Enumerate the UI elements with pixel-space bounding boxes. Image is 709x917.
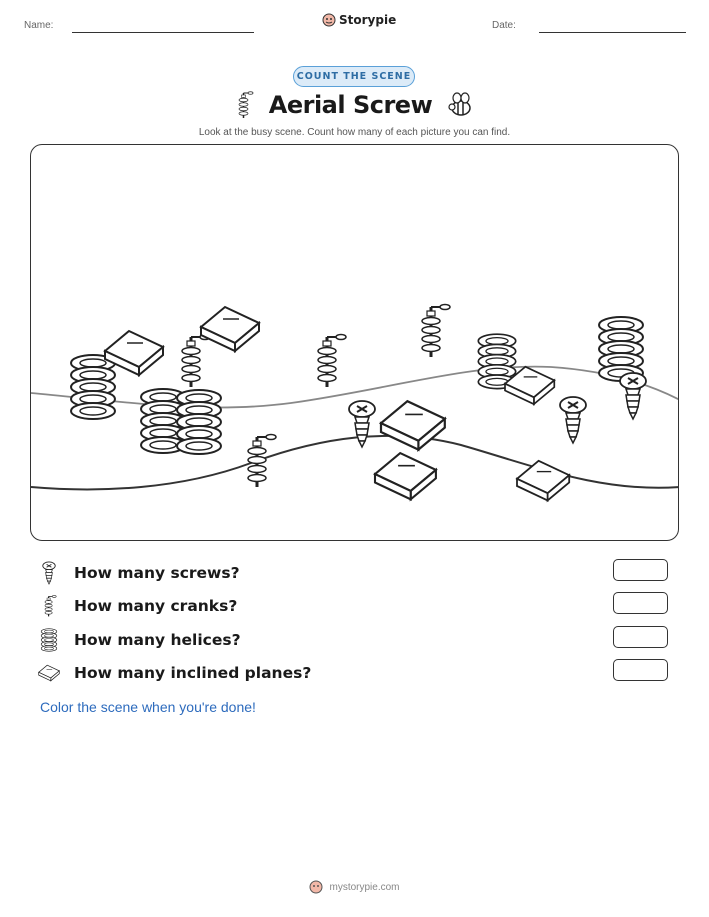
date-line[interactable] <box>539 32 686 33</box>
answer-box-helices[interactable] <box>613 626 668 648</box>
helix-3 <box>177 390 221 454</box>
crank-2 <box>318 335 346 388</box>
helix-1 <box>71 355 115 419</box>
footer <box>0 880 709 894</box>
inclined-plane-2 <box>201 307 259 351</box>
inclined-plane-icon <box>38 663 60 683</box>
crank-icon <box>233 90 255 120</box>
inclined-plane-1 <box>105 331 163 375</box>
name-label: Name: <box>24 20 54 31</box>
helix-icon <box>39 628 59 652</box>
page-title: Aerial Screw <box>268 91 433 119</box>
helix-5 <box>599 317 643 381</box>
crank-1 <box>182 335 210 388</box>
question-inclined-planes <box>38 661 311 685</box>
question-text: How many inclined planes? <box>74 664 312 682</box>
busy-scene <box>30 144 679 541</box>
question-helices <box>38 628 241 652</box>
brand-name: Storypie <box>339 13 397 27</box>
question-text: How many cranks? <box>74 597 238 615</box>
answer-box-inclined-planes[interactable] <box>613 659 668 681</box>
screw-2 <box>560 397 586 443</box>
screw-1 <box>349 401 375 447</box>
inclined-plane-6 <box>517 461 569 501</box>
title-row <box>0 90 709 120</box>
inclined-plane-4 <box>381 401 445 449</box>
question-screws <box>38 561 240 585</box>
crank-4 <box>248 435 276 488</box>
brand-logo <box>322 13 396 27</box>
crank-3 <box>422 305 450 358</box>
question-text: How many helices? <box>74 631 241 649</box>
count-scene-badge: COUNT THE SCENE <box>293 66 415 87</box>
instructions: Look at the busy scene. Count how many of each picture you can find. <box>198 127 511 138</box>
storypie-icon <box>309 880 323 894</box>
screw-3 <box>620 373 646 419</box>
color-note: Color the scene when you're done! <box>40 699 256 715</box>
question-cranks <box>38 594 237 618</box>
front-hill-line <box>31 436 679 490</box>
bee-icon <box>446 90 476 120</box>
answer-box-cranks[interactable] <box>613 592 668 614</box>
crank-icon <box>39 594 59 618</box>
answer-box-screws[interactable] <box>613 559 668 581</box>
inclined-plane-5 <box>375 453 436 499</box>
screw-icon <box>39 561 59 585</box>
question-text: How many screws? <box>74 564 240 582</box>
footer-url[interactable]: mystorypie.com <box>329 881 400 893</box>
storypie-icon <box>322 13 336 27</box>
name-line[interactable] <box>72 32 254 33</box>
date-label: Date: <box>492 20 516 31</box>
